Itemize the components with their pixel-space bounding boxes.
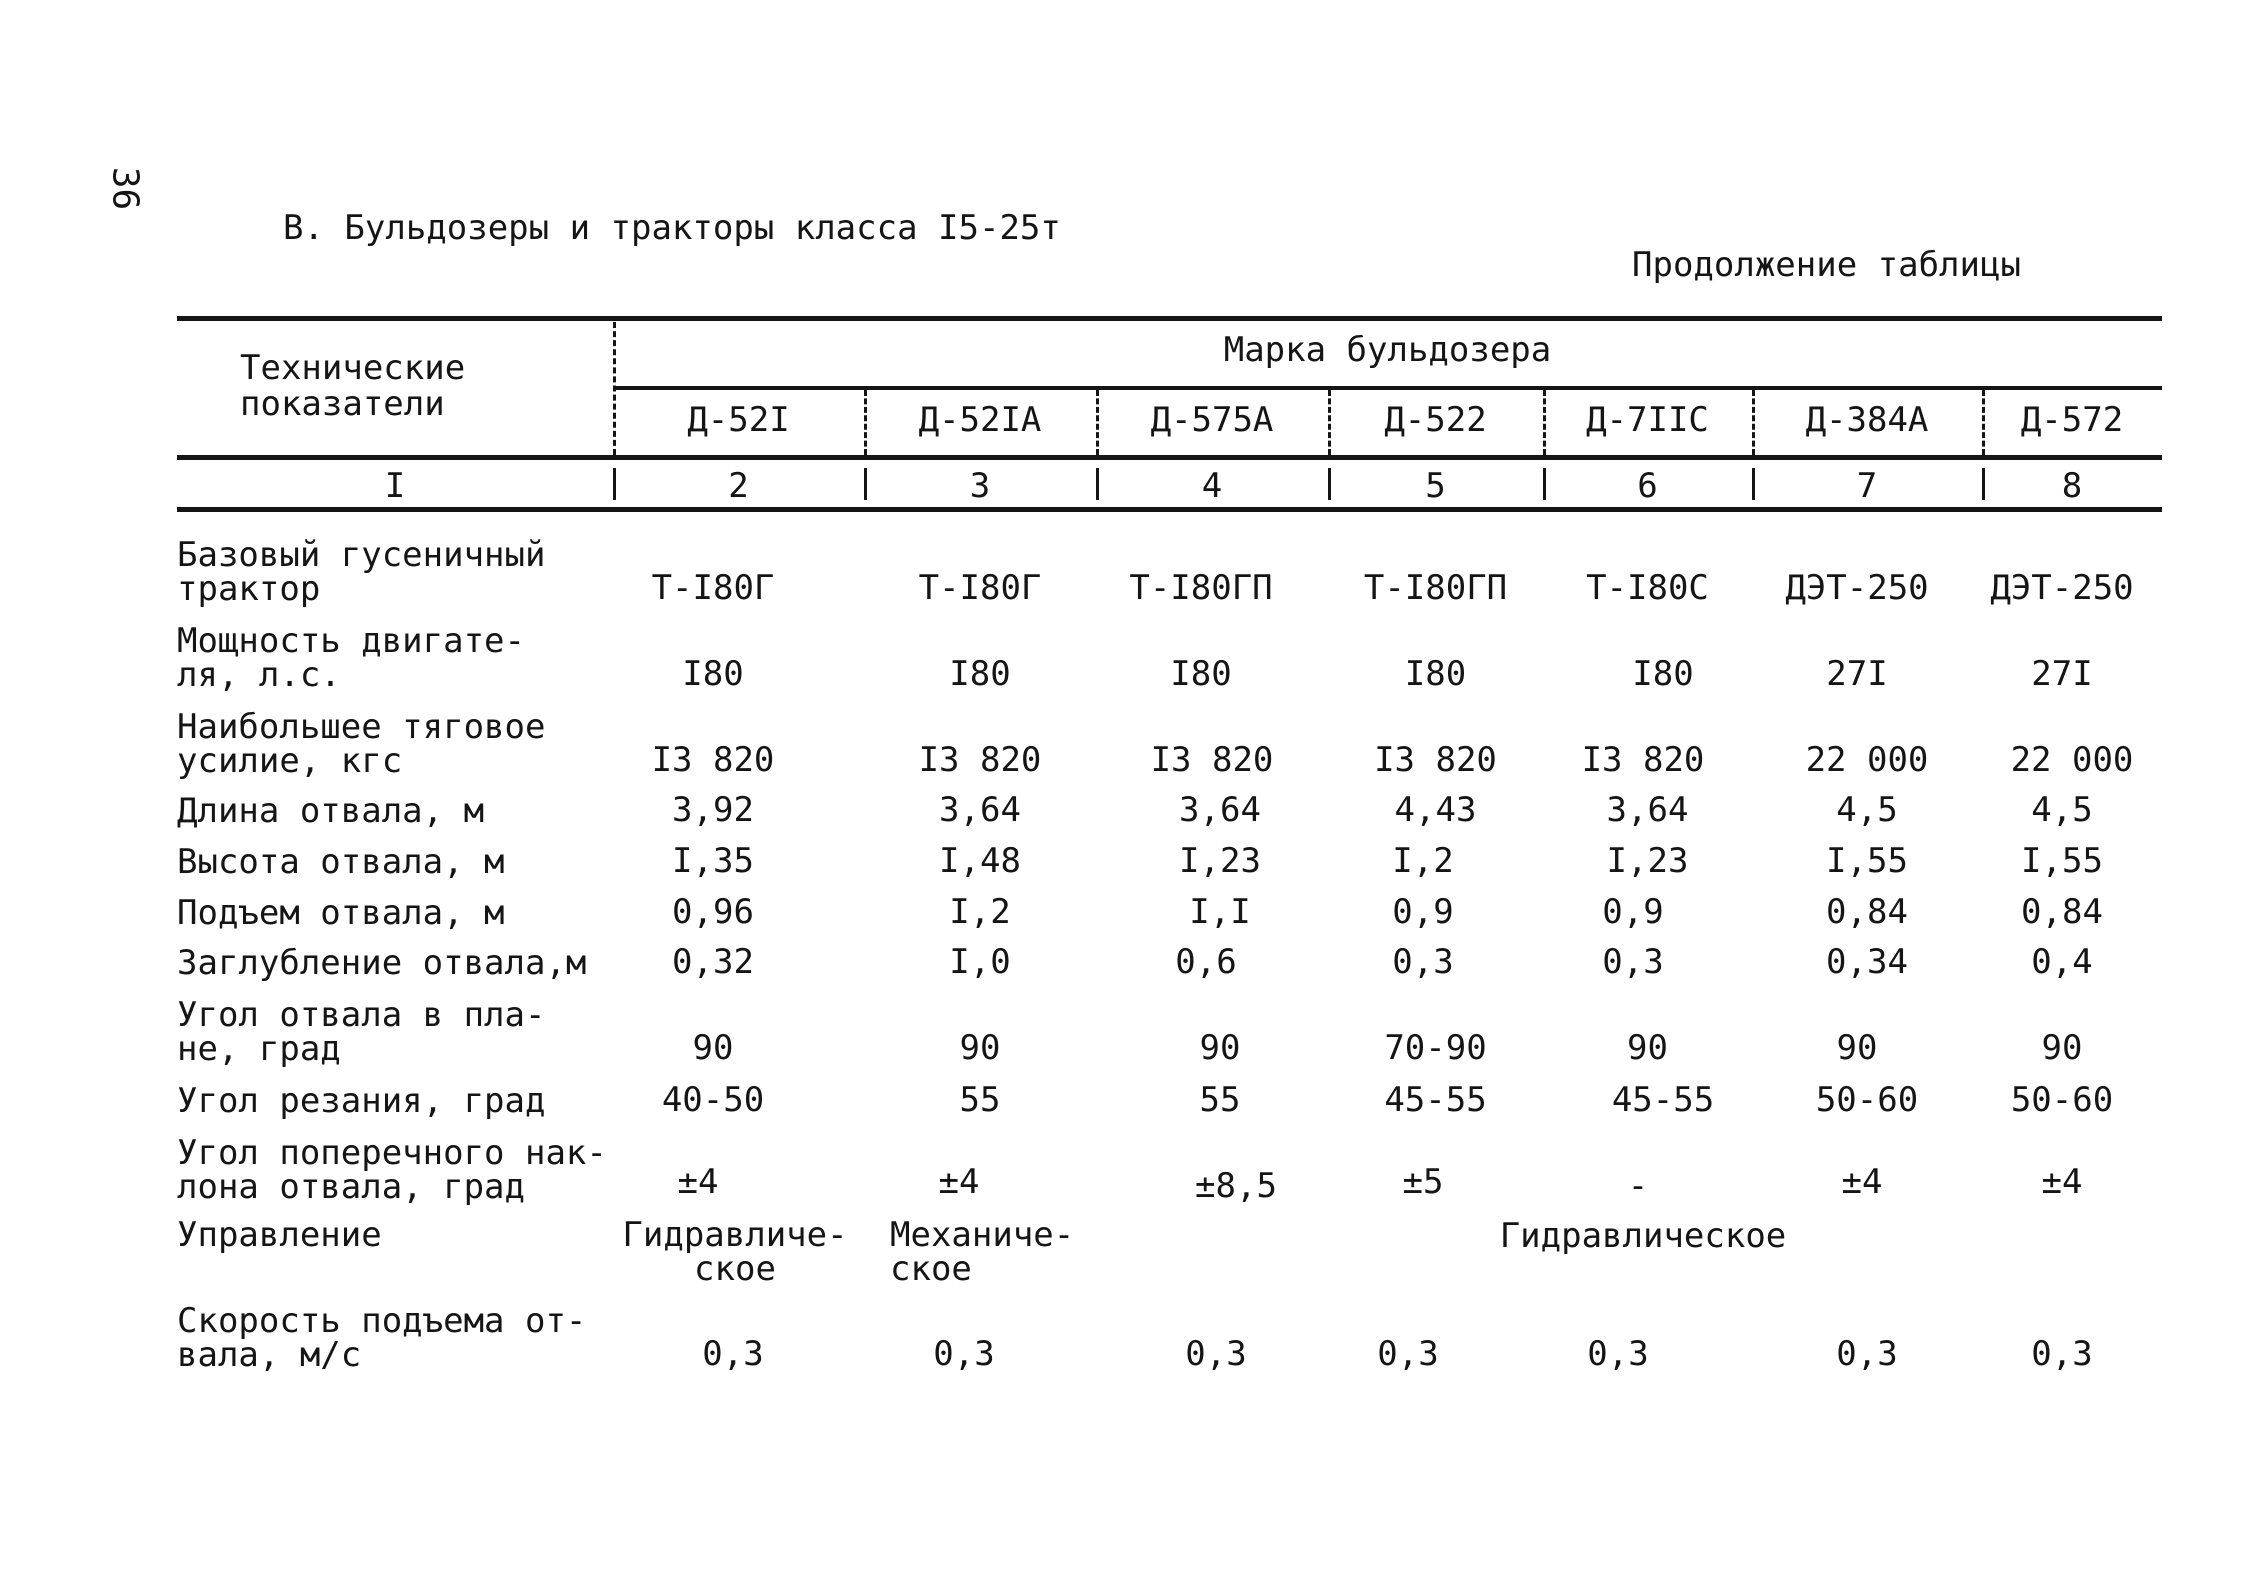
table-cell: Механиче- ское — [890, 1215, 1075, 1289]
table-cell: 90 — [1199, 1028, 1241, 1068]
table-cell: - — [1627, 1166, 1649, 1206]
continuation-note: Продолжение таблицы — [1632, 245, 2021, 285]
row-label: Угол поперечного нак- лона отвала, град — [177, 1133, 607, 1207]
table-cell: 70-90 — [1384, 1028, 1487, 1068]
table-cell: 22 000 — [1805, 740, 1929, 780]
table-cell: I,2 — [1392, 841, 1454, 881]
table-cell: Т-I80С — [1586, 568, 1709, 608]
table-cell: 27I — [2031, 654, 2093, 694]
table-cell: 40-50 — [661, 1080, 765, 1120]
row-label: Базовый гусеничный трактор — [177, 535, 546, 609]
group-header-label: Марка бульдозера — [1223, 330, 1552, 370]
table-cell: 0,3 — [2031, 1334, 2093, 1374]
table-cell: I80 — [949, 654, 1011, 694]
row-label: Высота отвала, м — [177, 842, 505, 882]
table-cell: 4,5 — [1836, 790, 1898, 830]
table-cell: I,23 — [1606, 841, 1689, 881]
section-title: В. Бульдозеры и тракторы класса I5-25т — [283, 208, 1061, 248]
row-label: Мощность двигате- ля, л.с. — [177, 621, 525, 695]
column-number: 2 — [728, 466, 749, 506]
table-cell: ±4 — [1841, 1162, 1883, 1202]
table-cell: 90 — [1836, 1028, 1878, 1068]
column-number: 3 — [969, 466, 991, 506]
page-number: 36 — [104, 166, 146, 211]
table-cell: 0,4 — [2031, 942, 2093, 982]
table-cell: I3 820 — [651, 740, 775, 780]
table-cell: 0,3 — [1836, 1334, 1898, 1374]
table-cell: 27I — [1826, 654, 1888, 694]
table-cell: ДЭТ-250 — [1785, 568, 1929, 608]
table-cell: 45-55 — [1611, 1080, 1715, 1120]
table-cell: 90 — [1627, 1028, 1668, 1068]
column-number: 4 — [1201, 466, 1223, 506]
table-cell: I,48 — [939, 841, 1021, 881]
column-number: 8 — [2061, 466, 2083, 506]
table-cell: 55 — [959, 1080, 1001, 1120]
table-cell: I,35 — [672, 841, 754, 881]
row-label: Заглубление отвала,м — [177, 943, 587, 983]
table-cell: 22 000 — [2010, 740, 2134, 780]
row-header-label: Технические показатели — [240, 348, 466, 424]
table-top-rule — [177, 316, 2162, 321]
column-number: 7 — [1856, 466, 1878, 506]
table-cell: 4,43 — [1394, 790, 1477, 830]
table-cell: Т-I80ГП — [1129, 568, 1273, 608]
table-cell: ±4 — [677, 1162, 719, 1202]
table-cell: I3 820 — [918, 740, 1042, 780]
table-cell: ±5 — [1402, 1162, 1444, 1202]
table-cell: I,0 — [949, 942, 1011, 982]
row-label: Скорость подъема от- вала, м/с — [177, 1301, 587, 1375]
table-cell: 0,9 — [1392, 892, 1454, 932]
header-bottom-rule — [177, 455, 2162, 460]
table-cell: I,23 — [1179, 841, 1261, 881]
table-cell: 0,3 — [1587, 1334, 1649, 1374]
table-cell: 3,64 — [1606, 790, 1689, 830]
model-label: Д-52I — [687, 400, 790, 440]
model-label: Д-7IIС — [1586, 400, 1709, 440]
model-label: Д-384А — [1805, 400, 1929, 440]
table-cell: 0,96 — [672, 892, 754, 932]
table-cell: 0,3 — [1185, 1334, 1247, 1374]
table-cell: 90 — [959, 1028, 1001, 1068]
row-label: Наибольшее тяговое усилие, кгс — [177, 707, 546, 781]
model-label: Д-522 — [1384, 400, 1487, 440]
table-cell: I80 — [1632, 654, 1694, 694]
table-cell: 0,84 — [1826, 892, 1908, 932]
table-cell: 50-60 — [1815, 1080, 1919, 1120]
numbers-bottom-rule — [177, 507, 2162, 512]
table-cell: 3,92 — [672, 790, 754, 830]
table-cell: 0,3 — [1602, 942, 1664, 982]
table-cell: I,I — [1189, 892, 1251, 932]
table-cell: I,2 — [949, 892, 1011, 932]
table-cell: Т-I80ГП — [1363, 568, 1508, 608]
table-cell: ±8,5 — [1195, 1166, 1277, 1206]
table-cell: Гидравлическое — [1499, 1216, 1787, 1256]
models-rule — [613, 386, 2162, 390]
table-cell: 0,34 — [1826, 942, 1908, 982]
row-label: Управление — [177, 1215, 382, 1255]
table-cell: I3 820 — [1374, 740, 1497, 780]
table-cell: 0,32 — [672, 942, 754, 982]
row-label: Длина отвала, м — [177, 791, 485, 831]
table-cell: Гидравличе- ское — [622, 1215, 848, 1289]
column-number: 6 — [1637, 466, 1658, 506]
table-cell: I3 820 — [1581, 740, 1705, 780]
table-cell: 3,64 — [1179, 790, 1261, 830]
table-cell: ДЭТ-250 — [1990, 568, 2134, 608]
table-cell: 0,6 — [1175, 942, 1237, 982]
model-label: Д-575А — [1150, 400, 1274, 440]
table-cell: Т-I80Г — [651, 568, 775, 608]
row-label: Угол отвала в пла- не, град — [177, 995, 546, 1069]
table-cell: 90 — [2041, 1028, 2083, 1068]
table-cell: 0,3 — [702, 1334, 764, 1374]
table-cell: Т-I80Г — [918, 568, 1042, 608]
table-cell: ±4 — [2041, 1162, 2083, 1202]
table-cell: 90 — [692, 1028, 734, 1068]
table-cell: I,55 — [2021, 841, 2103, 881]
table-cell: 0,3 — [933, 1334, 995, 1374]
column-number: 5 — [1425, 466, 1446, 506]
table-cell: I80 — [1170, 654, 1232, 694]
row-label: Угол резания, град — [177, 1081, 546, 1121]
table-cell: ±4 — [938, 1162, 980, 1202]
model-label: Д-572 — [2020, 400, 2124, 440]
table-cell: I,55 — [1826, 841, 1908, 881]
table-cell: 4,5 — [2031, 790, 2093, 830]
table-cell: 45-55 — [1384, 1080, 1487, 1120]
table-cell: I3 820 — [1150, 740, 1274, 780]
table-cell: 50-60 — [2010, 1080, 2114, 1120]
table-cell: 3,64 — [939, 790, 1021, 830]
table-cell: I80 — [682, 654, 744, 694]
table-cell: 55 — [1199, 1080, 1241, 1120]
table-cell: 0,3 — [1377, 1334, 1439, 1374]
table-cell: 0,3 — [1392, 942, 1454, 982]
model-label: Д-52IА — [918, 400, 1042, 440]
table-cell: 0,9 — [1602, 892, 1664, 932]
table-cell: I80 — [1404, 654, 1467, 694]
column-number: I — [384, 466, 406, 506]
table-cell: 0,84 — [2021, 892, 2103, 932]
row-label: Подъем отвала, м — [177, 893, 505, 933]
